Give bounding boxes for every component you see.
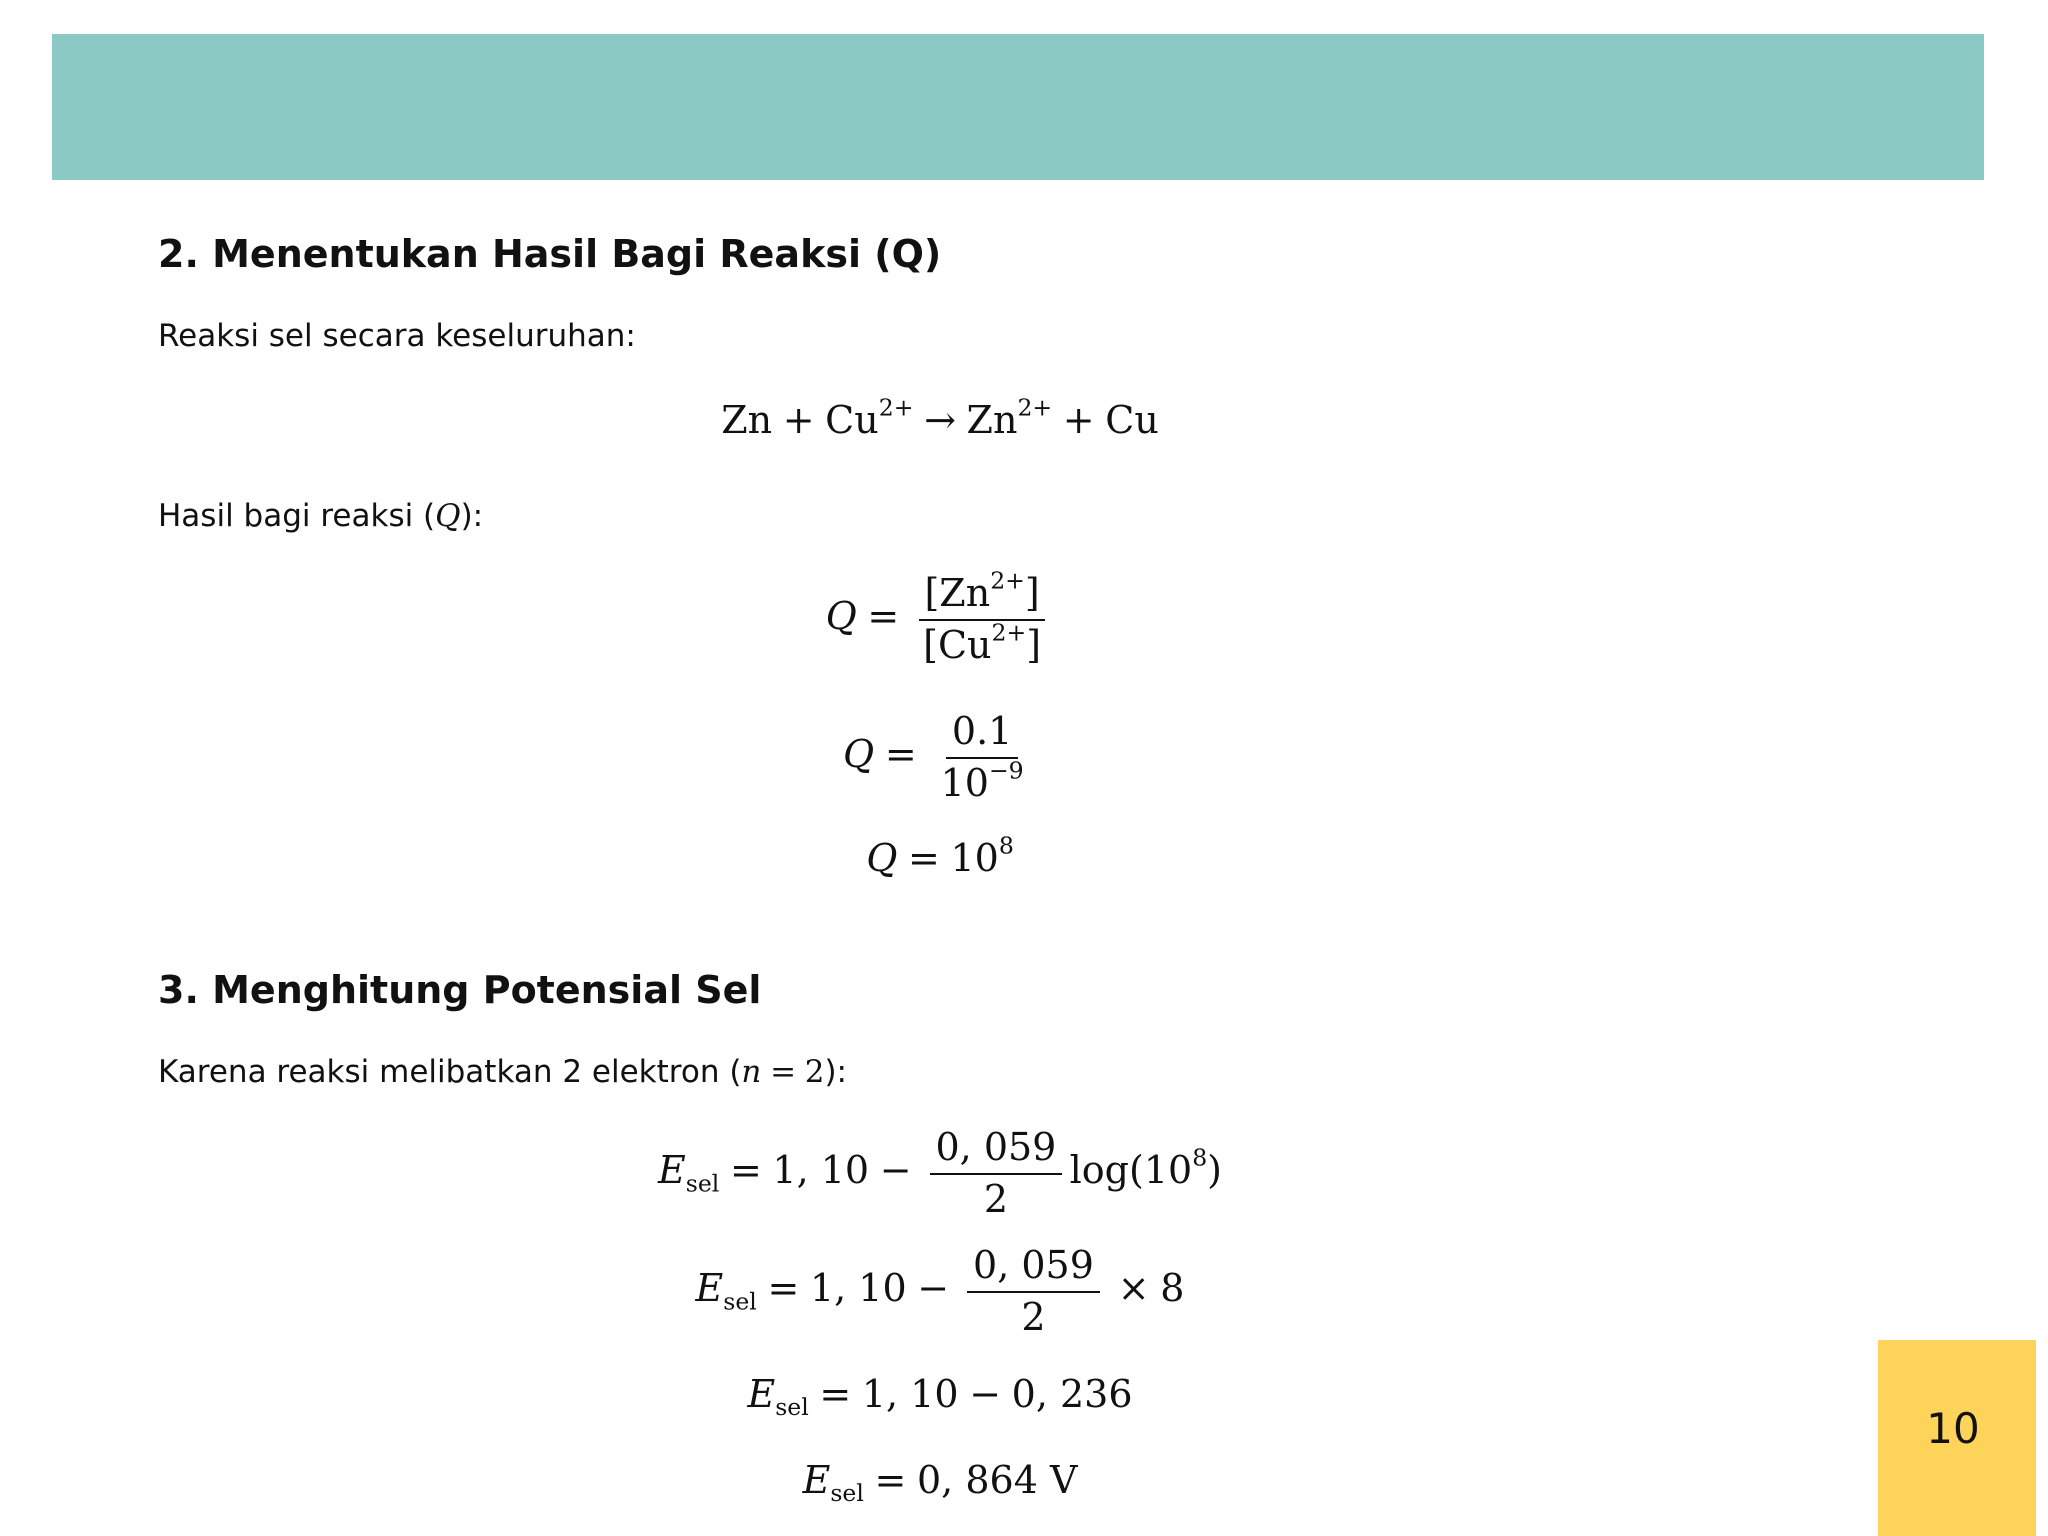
page-number-badge xyxy=(1878,1340,2036,1536)
fraction-denominator: 2 xyxy=(1021,1294,1046,1339)
equals-sign: = xyxy=(729,1148,762,1193)
q-result-base: 10 xyxy=(950,836,999,880)
equals-sign: = xyxy=(867,594,900,639)
e-symbol: E xyxy=(802,1458,831,1502)
section-2-intro: Reaksi sel secara keseluruhan: xyxy=(158,318,636,354)
cu-ion-charge: 2+ xyxy=(878,393,914,422)
standard-potential: 1, 10 xyxy=(772,1148,870,1193)
q-substitution-equation xyxy=(0,710,1880,805)
reactant-zn: Zn xyxy=(721,398,773,442)
section-2-heading: 2. Menentukan Hasil Bagi Reaksi (Q) xyxy=(158,232,942,276)
e-subscript: sel xyxy=(830,1479,864,1508)
q-value-denominator xyxy=(935,756,1029,806)
n-value: 2 xyxy=(804,1054,825,1090)
product-zn-ion: Zn xyxy=(966,398,1018,442)
nernst-equation-result xyxy=(0,1458,1880,1508)
section-3-heading: 3. Menghitung Potensial Sel xyxy=(158,968,762,1012)
nernst-equation-step-1 xyxy=(0,1126,1880,1221)
q-result-equation xyxy=(0,831,1880,880)
n-symbol: n xyxy=(741,1054,762,1090)
log-exponent: 8 xyxy=(1192,1143,1208,1172)
e-subscript: sel xyxy=(723,1287,757,1316)
fraction-numerator: 0, 059 xyxy=(967,1244,1099,1293)
equals-sign: = xyxy=(907,836,940,880)
intro-prefix: Karena reaksi melibatkan 2 elektron ( xyxy=(158,1054,742,1090)
q-lhs: Q xyxy=(866,836,898,880)
minus-sign: − xyxy=(879,1148,912,1193)
page-number: 10 xyxy=(1926,1404,1980,1453)
q-label xyxy=(158,498,483,534)
minus-sign: − xyxy=(969,1372,1002,1416)
q-denominator xyxy=(917,618,1046,668)
reaction-arrow: → xyxy=(924,398,956,442)
q-value-numerator: 0.1 xyxy=(946,710,1018,759)
q-value-fraction xyxy=(935,710,1029,805)
plus-sign: + xyxy=(782,398,815,442)
num-charge: 2+ xyxy=(990,566,1025,595)
standard-potential: 1, 10 xyxy=(861,1372,959,1416)
q-lhs: Q xyxy=(825,594,857,639)
equals-sign: = xyxy=(819,1372,852,1416)
minus-sign: − xyxy=(917,1266,950,1311)
q-symbol: Q xyxy=(435,498,461,534)
e-subscript: sel xyxy=(775,1393,809,1422)
cell-potential-result: 0, 864 V xyxy=(917,1458,1078,1502)
num-species: [Zn xyxy=(924,571,991,615)
log-factor: 8 xyxy=(1160,1266,1185,1311)
section-3-intro xyxy=(158,1054,847,1090)
nernst-equation-step-2 xyxy=(0,1244,1880,1339)
den-close: ] xyxy=(1026,622,1042,667)
nernst-equation-step-3 xyxy=(0,1372,1880,1422)
product-cu: Cu xyxy=(1105,398,1159,442)
times-sign: × xyxy=(1117,1266,1150,1311)
den-species: [Cu xyxy=(923,622,992,667)
zn-ion-charge: 2+ xyxy=(1017,393,1053,422)
equals-sign: = xyxy=(884,732,917,777)
intro-suffix: ): xyxy=(824,1054,847,1090)
q-lhs: Q xyxy=(843,732,875,777)
q-label-suffix: ): xyxy=(460,498,484,534)
equals-sign: = xyxy=(874,1458,907,1502)
header-band xyxy=(52,34,1984,180)
fraction-numerator: 0, 059 xyxy=(930,1126,1062,1175)
plus-sign-2: + xyxy=(1062,398,1095,442)
e-symbol: E xyxy=(747,1372,776,1416)
overall-reaction-equation xyxy=(0,393,1880,442)
nernst-fraction xyxy=(930,1126,1062,1221)
log-open: log(10 xyxy=(1069,1148,1193,1193)
e-subscript: sel xyxy=(685,1169,720,1198)
equals-sign: = xyxy=(767,1266,800,1311)
correction-term: 0, 236 xyxy=(1011,1372,1133,1416)
n-equals: = xyxy=(770,1054,797,1090)
q-label-prefix: Hasil bagi reaksi ( xyxy=(158,498,436,534)
reactant-cu-ion: Cu xyxy=(825,398,879,442)
e-symbol: E xyxy=(658,1148,686,1193)
fraction-denominator: 2 xyxy=(983,1176,1009,1221)
nernst-fraction xyxy=(967,1244,1099,1339)
e-symbol: E xyxy=(695,1266,724,1311)
den-charge: 2+ xyxy=(991,618,1027,647)
den-exponent: −9 xyxy=(988,756,1024,785)
q-numerator xyxy=(919,566,1046,621)
den-base: 10 xyxy=(940,760,989,805)
q-definition-equation xyxy=(0,566,1880,667)
q-result-exponent: 8 xyxy=(998,831,1014,860)
q-fraction xyxy=(917,566,1046,667)
num-close: ] xyxy=(1024,571,1040,615)
log-close: ) xyxy=(1207,1148,1222,1193)
standard-potential: 1, 10 xyxy=(809,1266,907,1311)
